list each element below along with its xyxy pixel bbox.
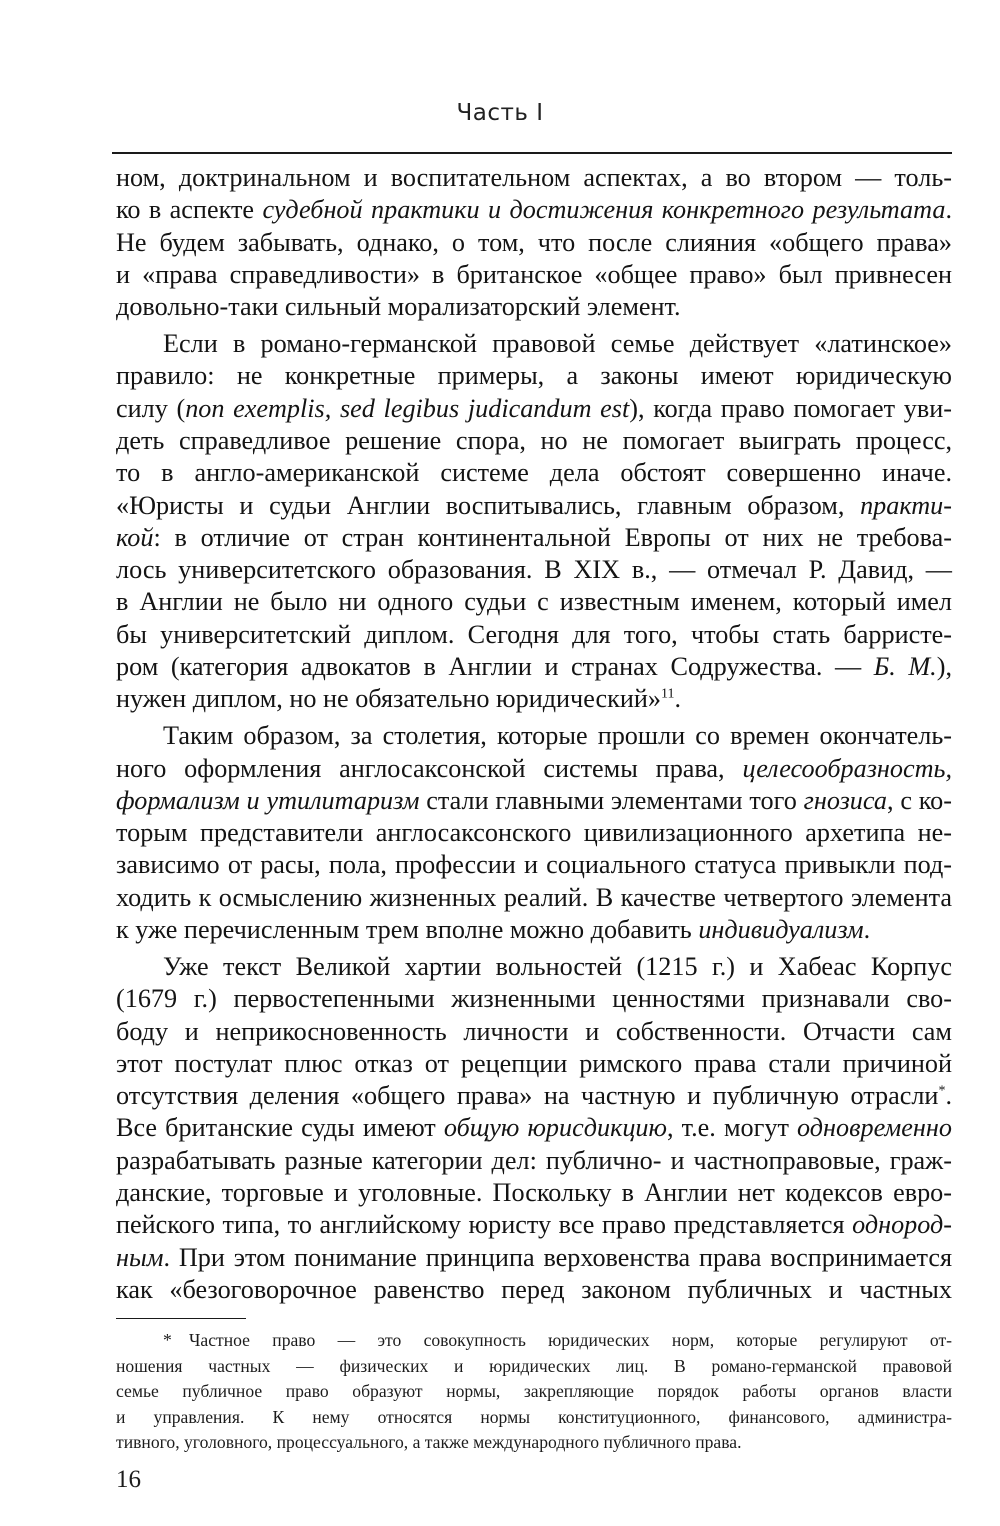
- text-line: то в англо-американской системе дела обстоят совершенно иначе.: [116, 458, 952, 488]
- text-line: этот постулат плюс отказ от рецепции римского права стали причиной: [116, 1048, 952, 1078]
- text-line: данские, торговые и уголовные. Поскольку в Англии нет кодексов евро-: [116, 1177, 952, 1207]
- footnote-line: * Частное право — это совокупность юридических норм, которые регулируют от-: [116, 1328, 952, 1354]
- paragraph: [116, 951, 952, 1306]
- page-number: 16: [116, 1466, 141, 1493]
- text-line: деть справедливое решение спора, но не помогает выиграть процесс,: [116, 425, 952, 455]
- footnote: [116, 1328, 952, 1456]
- text-line: лось университетского образования. В XIX в., — отмечал Р. Давид, —: [116, 555, 952, 585]
- italic-emphasis: Б. М.: [873, 652, 937, 682]
- text-line: «Юристы и судьи Англии воспитывались, главным образом, практи-: [116, 490, 952, 520]
- header-rule: [112, 152, 952, 154]
- text-line: пейского типа, то английскому юристу все право представляется однород-: [116, 1210, 952, 1240]
- text-line: (1679 г.) первостепенными жизненными ценностями признавали сво-: [116, 984, 952, 1014]
- text-line: ном, доктринальном и воспитательном аспектах, а во втором — толь-: [116, 163, 952, 192]
- italic-emphasis: целесообразность,: [742, 753, 952, 783]
- footnote-line: семье публичное право образуют нормы, закрепляющие порядок работы органов власти: [116, 1381, 952, 1401]
- text-line: зависимо от расы, пола, профессии и социального статуса привыкли под-: [116, 850, 952, 880]
- text-line: Все британские суды имеют общую юрисдикцию, т.е. могут одновременно: [116, 1113, 952, 1143]
- text-line: довольно-таки сильный морализаторский элемент.: [116, 292, 681, 322]
- text-line: ного оформления англосаксонской системы права, целесообразность,: [116, 753, 952, 783]
- text-line: Не будем забывать, однако, о том, что после слияния «общего права»: [116, 227, 952, 257]
- italic-emphasis: судебной практики и достижения конкретного результата: [262, 195, 946, 225]
- italic-emphasis: кой: [116, 522, 154, 552]
- text-line: Если в романо-германской правовой семье действует «латинское»: [163, 329, 952, 359]
- text-line: торым представители англосаксонского цивилизационного архетипа не-: [116, 818, 952, 848]
- footnote-reference: 11: [660, 686, 675, 702]
- footnote-line: ношения частных — физических и юридических лиц. В романо-германской правовой: [116, 1355, 952, 1376]
- text-line: нужен диплом, но не обязательно юридический»$^{11}$.: [116, 684, 682, 714]
- italic-emphasis: общую юрисдикцию: [443, 1113, 667, 1143]
- text-line: ходить к осмыслению жизненных реалий. В качестве четвертого элемента: [116, 882, 952, 912]
- text-line: ным. При этом понимание принципа верховенства права воспринимается: [116, 1242, 952, 1272]
- text-line: бы университетский диплом. Сегодня для того, чтобы стать барристе-: [116, 619, 952, 649]
- text-line: правило: не конкретные примеры, а законы имеют юридическую: [116, 361, 952, 391]
- italic-emphasis: non exemplis, sed legibus judicandum est: [185, 393, 630, 423]
- footnote-line: и управления. К нему относятся нормы конституционного, финансового, администра-: [116, 1406, 952, 1427]
- paragraph: [116, 328, 952, 716]
- text-line: отсутствия деления «общего права» на частную и публичную отрасли*.: [116, 1081, 952, 1111]
- italic-emphasis: гнозиса: [803, 785, 887, 815]
- footnote-mark: *: [163, 1330, 172, 1350]
- text-line: как «безоговорочное равенство перед законом публичных и частных: [116, 1274, 952, 1304]
- paragraph: [116, 162, 952, 323]
- text-line: Уже текст Великой хартии вольностей (1215 г.) и Хабеас Корпус: [163, 951, 952, 981]
- text-line: формализм и утилитаризм стали главными элементами того гнозиса, с ко-: [116, 785, 952, 815]
- italic-emphasis: одновременно: [797, 1113, 952, 1143]
- text-line: кой: в отличие от стран континентальной Европы от них не требова-: [116, 522, 952, 552]
- text-line: ром (категория адвокатов в Англии и странах Содружества. — Б. М.),: [116, 652, 952, 682]
- text-line: и «права справедливости» в британское «общее право» был привнесен: [116, 259, 952, 289]
- main-text: [116, 162, 952, 1311]
- text-line: ко в аспекте судебной практики и достижения конкретного результата.: [116, 195, 952, 225]
- text-line: силу (non exemplis, sed legibus judicandum est), когда право помогает уви-: [116, 393, 952, 423]
- italic-emphasis: ным: [116, 1242, 164, 1272]
- footnote-line: тивного, уголовного, процессуального, а также международного публичного права.: [116, 1432, 742, 1452]
- italic-emphasis: практи-: [860, 490, 952, 520]
- running-title: Часть I: [456, 100, 544, 126]
- footnote-reference: *: [938, 1083, 946, 1099]
- text-line: к уже перечисленным трем вполне можно добавить индивидуализм.: [116, 915, 871, 945]
- italic-emphasis: формализм и утилитаризм: [116, 785, 420, 815]
- text-line: боду и неприкосновенность личности и собственности. Отчасти сам: [116, 1016, 952, 1046]
- paragraph: [116, 720, 952, 946]
- text-line: Таким образом, за столетия, которые прошли со времен окончатель-: [163, 721, 952, 751]
- italic-emphasis: однород-: [852, 1210, 952, 1240]
- italic-emphasis: индивидуализм: [698, 915, 864, 945]
- text-line: в Англии не было ни одного судьи с известным именем, который имел: [116, 587, 952, 617]
- text-line: разрабатывать разные категории дел: публично- и частноправовые, граж-: [116, 1145, 952, 1175]
- footnote-rule: [116, 1318, 246, 1319]
